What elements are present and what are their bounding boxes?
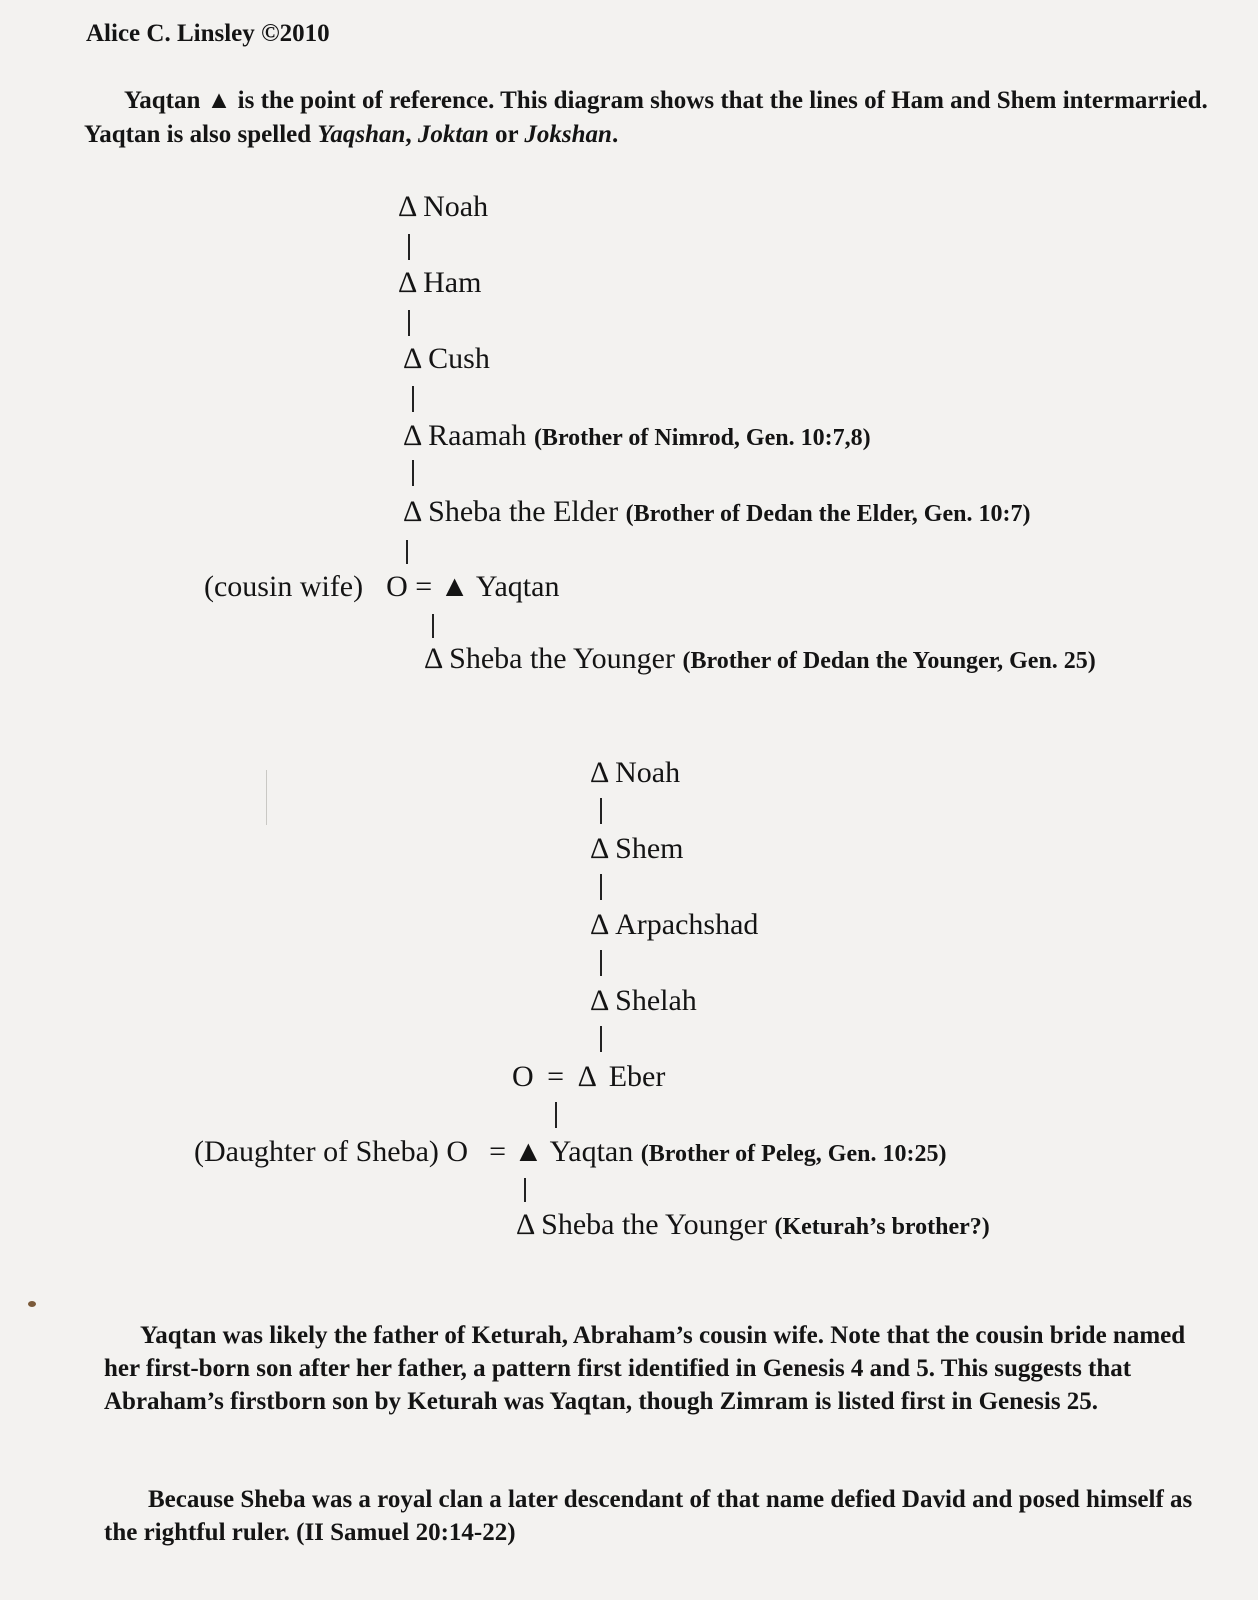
tree1-descent-line-3 (412, 386, 414, 412)
tree2-descent-line-2 (600, 874, 602, 900)
sheba-royal-paragraph-text: Because Sheba was a royal clan a later descendant of that name defied David and posed himself as the rightful ruler. (II Samuel 20:14-22) (104, 1486, 1193, 1546)
tree1-raamah-note: (Brother of Nimrod, Gen. 10:7,8) (533, 425, 871, 451)
tree1-wife-label: (cousin wife) (204, 570, 364, 603)
tree2-descent-line-5 (555, 1102, 557, 1128)
tree2-shem (590, 832, 683, 866)
tree1-descent-line-5 (406, 540, 408, 564)
keturah-paragraph-text: Yaqtan was likely the father of Keturah, Abraham’s cousin wife. Note that the cousin bride named her first-born son after her father, a pattern first identified in Genesis 4 and 5. This suggests that Abraham’s firstborn son by Keturah was Yaqtan, though Zimram is listed first in Genesis 25. (104, 1322, 1186, 1415)
spelling-yaqshan: Yaqshan (317, 121, 406, 148)
ego-symbol: ▲ (439, 570, 470, 603)
tree1-raamah-label: Raamah (428, 419, 527, 452)
tree2-yaqtan-note: (Brother of Peleg, Gen. 10:25) (640, 1141, 947, 1167)
male-symbol: Δ (424, 642, 442, 675)
tree2-shelah (590, 984, 697, 1018)
tree1-raamah (403, 419, 871, 453)
ego-symbol: ▲ (206, 87, 232, 114)
tree1-ham (398, 266, 481, 300)
scan-mark (266, 770, 267, 825)
intro-text-2: is the point of reference. This diagram shows that the lines of Ham and Shem intermarried. Yaqtan is also spelled (84, 87, 1208, 148)
tree2-marriage-row (194, 1135, 946, 1169)
spelling-joktan: Joktan (417, 121, 489, 148)
tree1-sheba-elder-note: (Brother of Dedan the Elder, Gen. 10:7) (625, 501, 1031, 527)
female-symbol: O (386, 570, 408, 603)
tree2-eber-label: Eber (608, 1060, 666, 1093)
male-symbol: Δ (516, 1208, 534, 1241)
male-symbol: Δ (398, 266, 416, 299)
tree2-noah (590, 756, 680, 790)
author-copyright: Alice C. Linsley ©2010 (86, 20, 330, 47)
male-symbol: Δ (577, 1060, 596, 1093)
male-symbol: Δ (403, 342, 421, 375)
tree1-sheba-younger-note: (Brother of Dedan the Younger, Gen. 25) (682, 648, 1096, 674)
intro-comma: , (405, 121, 418, 148)
intro-or: or (488, 121, 525, 148)
tree2-descent-line-1 (600, 798, 602, 824)
tree1-descent-line-6 (432, 614, 434, 638)
tree2-sheba-younger-label: Sheba the Younger (541, 1208, 767, 1241)
keturah-paragraph (104, 1319, 1224, 1418)
tree2-arpachshad (590, 908, 758, 942)
tree1-cush-label: Cush (428, 342, 490, 375)
male-symbol: Δ (398, 190, 416, 223)
tree2-shelah-label: Shelah (615, 984, 697, 1017)
tree1-descent-line-2 (408, 310, 410, 336)
tree2-eber-marriage-row (512, 1060, 665, 1094)
tree2-descent-line-3 (600, 950, 602, 976)
tree1-sheba-elder-label: Sheba the Elder (428, 495, 619, 528)
tree1-sheba-younger (424, 642, 1096, 676)
tree1-descent-line-1 (408, 234, 410, 260)
marriage-symbol: = (415, 570, 433, 603)
female-symbol: O (446, 1135, 469, 1168)
tree1-cush (403, 342, 490, 376)
marriage-symbol: = (489, 1135, 507, 1168)
tree2-sheba-younger (516, 1208, 990, 1242)
tree2-wife-label: (Daughter of Sheba) (194, 1135, 439, 1168)
female-symbol: O (512, 1060, 534, 1093)
male-symbol: Δ (590, 908, 608, 941)
tree2-sheba-younger-note: (Keturah’s brother?) (774, 1214, 990, 1240)
intro-period: . (611, 121, 619, 148)
tree1-ham-label: Ham (423, 266, 482, 299)
sheba-royal-paragraph (104, 1483, 1224, 1549)
male-symbol: Δ (403, 419, 421, 452)
spelling-jokshan: Jokshan (524, 121, 612, 148)
tree1-noah (398, 190, 488, 224)
tree2-shem-label: Shem (615, 832, 684, 865)
ego-symbol: ▲ (513, 1135, 544, 1168)
male-symbol: Δ (403, 495, 421, 528)
tree1-marriage-row (204, 570, 559, 604)
tree2-descent-line-4 (600, 1026, 602, 1052)
male-symbol: Δ (590, 756, 608, 789)
marriage-symbol: = (547, 1060, 565, 1093)
tree2-descent-line-6 (524, 1178, 526, 1202)
tree1-sheba-younger-label: Sheba the Younger (449, 642, 675, 675)
tree2-noah-label: Noah (615, 756, 681, 789)
intro-text-1: Yaqtan (124, 87, 207, 114)
tree1-descent-line-4 (412, 460, 414, 486)
tree1-sheba-elder (403, 495, 1030, 529)
tree1-yaqtan-label: Yaqtan (475, 570, 560, 603)
intro-paragraph (84, 84, 1224, 152)
scan-speck (28, 1301, 36, 1307)
tree2-yaqtan-label: Yaqtan (549, 1135, 634, 1168)
tree1-noah-label: Noah (423, 190, 489, 223)
tree2-arpachshad-label: Arpachshad (615, 908, 759, 941)
male-symbol: Δ (590, 832, 608, 865)
male-symbol: Δ (590, 984, 608, 1017)
